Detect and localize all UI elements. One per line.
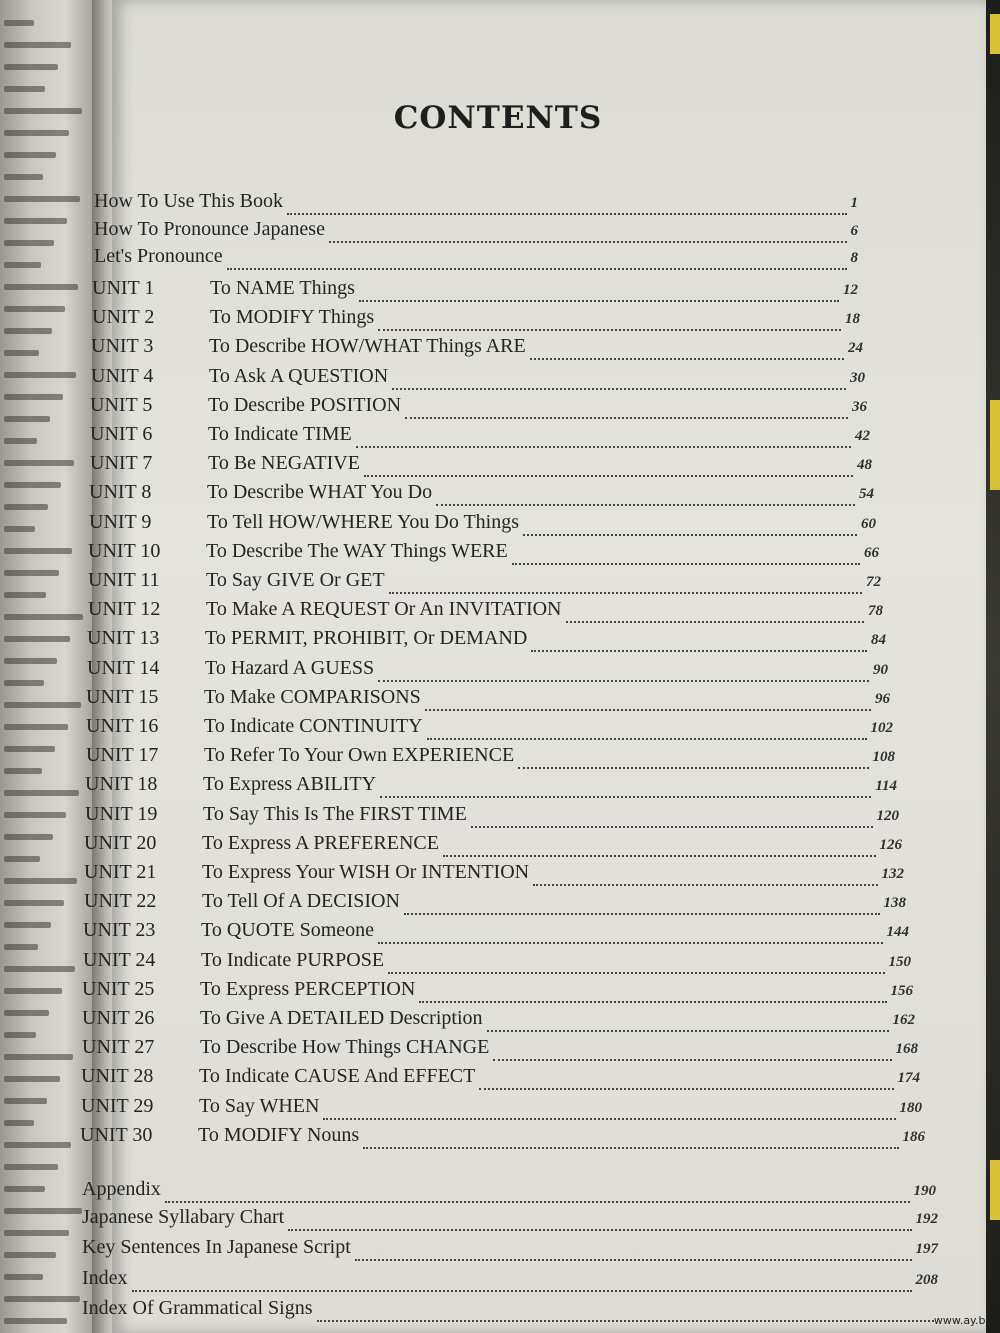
watermark: www.ay.by [933,1314,992,1327]
unit-entry[interactable] [90,423,870,451]
unit-number: UNIT 20 [84,831,157,854]
unit-title: To Describe POSITION [208,393,402,416]
appendix-entry[interactable] [82,1178,936,1206]
page-number: 208 [915,1272,938,1288]
dot-leader [471,812,873,828]
unit-entry[interactable] [81,1095,922,1123]
unit-title: To Say This Is The FIRST TIME [203,802,467,825]
dot-leader [317,1306,935,1322]
page-number: 156 [890,982,913,999]
page-number: 108 [872,749,895,766]
appendix-entry[interactable] [82,1206,938,1234]
unit-number: UNIT 5 [90,393,153,416]
page-title: CONTENTS [393,100,603,136]
appendix-entry[interactable] [82,1236,938,1264]
page-number: 54 [859,486,874,503]
dot-leader [380,782,871,798]
page-number: 72 [866,574,881,590]
unit-number: UNIT 4 [91,364,154,387]
page-number: 180 [899,1099,922,1116]
unit-number: UNIT 18 [85,773,158,796]
page-number: 162 [892,1012,915,1028]
dot-leader [355,1245,912,1261]
unit-entry[interactable] [85,773,897,801]
unit-title: To PERMIT, PROHIBIT, Or DEMAND [205,627,528,650]
unit-entry[interactable] [90,394,867,422]
dot-leader [364,461,853,477]
appendix-heading: Appendix [82,1178,161,1200]
unit-entry[interactable] [89,511,876,539]
unit-number: UNIT 1 [92,277,155,299]
dot-leader [533,870,877,886]
unit-entry[interactable] [88,598,883,626]
unit-entry[interactable] [83,949,911,977]
appendix-entry[interactable] [82,1267,938,1295]
dot-leader [165,1187,910,1203]
unit-number: UNIT 17 [86,744,159,767]
dot-leader [227,254,847,270]
unit-title: To Give A DETAILED Description [200,1007,483,1029]
page-number: 24 [848,340,863,357]
unit-entry[interactable] [91,365,865,393]
page-number: 96 [875,690,890,707]
unit-number: UNIT 24 [83,948,156,971]
unit-number: UNIT 11 [88,569,160,591]
dot-leader [392,374,846,390]
unit-entry[interactable] [86,744,895,772]
page-number: 190 [913,1183,936,1199]
unit-number: UNIT 16 [86,715,159,737]
dot-leader [523,520,857,536]
dot-leader [378,315,841,331]
unit-title: To QUOTE Someone [201,919,375,942]
dot-leader [427,724,867,740]
dot-leader [566,607,865,623]
unit-number: UNIT 7 [90,452,153,475]
unit-title: To Make COMPARISONS [204,685,421,708]
entry-title: Index Of Grammatical Signs [82,1297,313,1319]
unit-entry[interactable] [89,481,874,509]
dot-leader [487,1016,889,1032]
entry-title: How To Use This Book [94,190,283,212]
dot-leader [288,1215,911,1231]
page-number: 12 [843,282,858,298]
unit-entry[interactable] [84,832,902,860]
entry-title: Index [82,1267,128,1289]
unit-number: UNIT 19 [85,802,158,825]
unit-entry[interactable] [92,277,858,305]
page-number: 78 [868,603,883,620]
dot-leader [378,928,882,944]
unit-title: To Indicate CONTINUITY [204,715,423,737]
unit-entry[interactable] [85,803,899,831]
dot-leader [493,1045,891,1061]
dot-leader [359,286,839,302]
unit-entry[interactable] [81,1065,920,1093]
unit-number: UNIT 25 [82,977,155,1000]
page-number: 48 [857,457,872,474]
unit-number: UNIT 8 [89,481,152,504]
unit-entry[interactable] [80,1124,925,1152]
dot-leader [419,987,886,1003]
unit-number: UNIT 9 [89,510,152,533]
unit-entry[interactable] [88,569,881,597]
dot-leader [388,958,884,974]
unit-number: UNIT 15 [86,685,159,708]
unit-number: UNIT 28 [81,1065,154,1088]
entry-title: Key Sentences In Japanese Script [82,1236,351,1258]
page-number: 30 [850,369,865,386]
unit-entry[interactable] [84,890,906,918]
page-number: 192 [915,1211,938,1227]
dot-leader [531,636,867,652]
unit-title: To Say GIVE Or GET [206,569,385,591]
page-number: 84 [871,632,886,649]
unit-title: To Express A PREFERENCE [202,831,439,854]
unit-title: To Indicate PURPOSE [201,948,385,971]
unit-number: UNIT 12 [88,598,161,621]
unit-entry[interactable] [82,978,913,1006]
page-number: 197 [915,1241,938,1257]
page-number: 66 [864,544,879,561]
unit-entry[interactable] [82,1036,918,1064]
unit-entry[interactable] [86,715,893,743]
unit-title: To Refer To Your Own EXPERIENCE [204,744,515,767]
unit-number: UNIT 22 [84,890,157,913]
page-number: 138 [883,895,906,912]
page-number: 36 [852,398,867,415]
unit-title: To Express PERCEPTION [200,977,416,1000]
dot-leader [436,490,855,506]
unit-number: UNIT 13 [87,627,160,650]
unit-number: UNIT 30 [80,1123,153,1146]
page-number: 144 [886,924,909,941]
unit-number: UNIT 21 [84,861,157,883]
dot-leader [425,695,871,711]
unit-entry[interactable] [90,452,872,480]
page-number: 150 [888,953,911,970]
unit-number: UNIT 10 [88,539,161,562]
page-number: 6 [850,223,858,239]
page-number: 18 [845,311,860,328]
contents-entry[interactable] [94,245,858,273]
dot-leader [132,1276,912,1292]
entry-title: Let's Pronounce [94,245,223,267]
unit-number: UNIT 29 [81,1094,154,1117]
entry-title: Japanese Syllabary Chart [82,1206,285,1228]
unit-number: UNIT 27 [82,1036,155,1059]
dot-leader [329,227,847,243]
unit-title: To MODIFY Things [210,306,375,329]
unit-entry[interactable] [84,861,904,889]
unit-title: To Ask A QUESTION [209,364,389,387]
unit-number: UNIT 14 [87,656,160,679]
unit-entry[interactable] [87,657,888,685]
unit-number: UNIT 2 [92,306,155,329]
dot-leader [518,753,868,769]
unit-title: To NAME Things [210,277,355,299]
unit-title: To Indicate TIME [208,423,352,445]
page-number: 102 [870,720,893,736]
dot-leader [443,841,876,857]
page-number: 1 [850,195,858,211]
unit-title: To MODIFY Nouns [198,1123,360,1146]
page-number: 42 [855,428,870,444]
unit-title: To Hazard A GUESS [205,656,375,679]
unit-title: To Tell HOW/WHERE You Do Things [207,510,520,533]
unit-title: To Tell Of A DECISION [202,890,400,913]
unit-title: To Describe The WAY Things WERE [206,539,508,562]
unit-title: To Indicate CAUSE And EFFECT [199,1065,476,1088]
unit-title: To Say WHEN [199,1094,320,1117]
page-number: 8 [850,250,858,266]
page-number: 90 [873,661,888,678]
unit-number: UNIT 26 [82,1007,155,1029]
unit-entry[interactable] [88,540,879,568]
unit-title: To Express Your WISH Or INTENTION [202,861,530,883]
unit-title: To Describe HOW/WHAT Things ARE [209,335,526,358]
entry-title: How To Pronounce Japanese [94,218,325,240]
unit-number: UNIT 6 [90,423,153,445]
page-number: 126 [879,836,902,853]
unit-entry[interactable] [83,919,909,947]
unit-entry[interactable] [82,1007,915,1035]
unit-entry[interactable] [91,335,863,363]
unit-title: To Be NEGATIVE [208,452,360,475]
page-number: 120 [876,807,899,824]
dot-leader [287,199,847,215]
dot-leader [404,899,880,915]
dot-leader [479,1074,893,1090]
contents-entry[interactable] [94,218,858,246]
dot-leader [363,1133,898,1149]
dot-leader [356,432,851,448]
dot-leader [323,1104,895,1120]
unit-entry[interactable] [92,306,860,334]
unit-entry[interactable] [86,686,890,714]
page-number: 60 [861,515,876,532]
dot-leader [512,549,860,565]
unit-number: UNIT 3 [91,335,154,358]
contents-entry[interactable] [94,190,858,218]
dot-leader [378,666,869,682]
page-number: 186 [902,1128,925,1145]
unit-title: To Express ABILITY [203,773,377,796]
dot-leader [389,578,862,594]
dot-leader [405,403,848,419]
page-number: 174 [897,1070,920,1087]
unit-number: UNIT 23 [83,919,156,942]
unit-title: To Describe How Things CHANGE [200,1036,490,1059]
unit-title: To Make A REQUEST Or An INVITATION [206,598,562,621]
page-number: 168 [895,1041,918,1058]
unit-title: To Describe WHAT You Do [207,481,433,504]
appendix-entry[interactable] [82,1297,938,1325]
dot-leader [530,344,844,360]
page-number: 114 [875,778,897,795]
page-number: 132 [881,866,904,882]
unit-entry[interactable] [87,627,886,655]
